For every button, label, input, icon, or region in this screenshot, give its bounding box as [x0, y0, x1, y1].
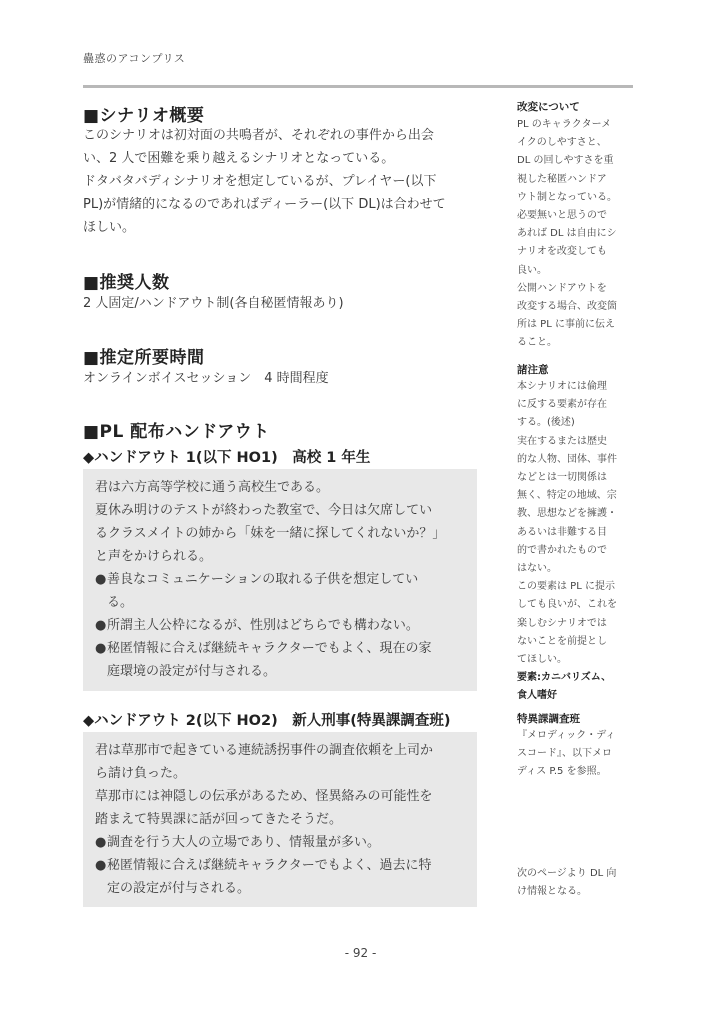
bullet-dot-icon: ●	[95, 572, 107, 587]
ho2-line: 草那市には神隠しの伝承があるため、怪異絡みの可能性を	[95, 789, 433, 804]
overview-line: い、2 人で困難を乗り越えるシナリオとなっている。	[83, 151, 395, 166]
sidebar-line: 的な人物、団体、事件	[517, 453, 617, 465]
overview-heading: ■シナリオ概要	[83, 106, 205, 126]
bullet-text: 所謂主人公枠になるが、性別はどちらでも構わない。	[107, 618, 419, 633]
handouts-heading: ■PL 配布ハンドアウト	[83, 422, 270, 442]
sidebar-line: しても良いが、これを	[517, 599, 617, 611]
sidebar-line: 楽しむシナリオでは	[517, 617, 607, 629]
sidebar-kaihen-body	[517, 116, 637, 353]
sidebar-line: 教、思想などを擁護・	[517, 508, 617, 520]
sidebar-line: てほしい。	[517, 654, 567, 666]
sidebar-line: する。(後述)	[517, 417, 575, 429]
ho1-bullet-cont	[95, 660, 465, 683]
ho1-bullet-cont	[95, 591, 465, 614]
sidebar-notes-body	[517, 378, 637, 706]
overview-line: ドタバタバディシナリオを想定しているが、プレイヤー(以下	[83, 174, 437, 189]
sidebar-line: ウト制となっている。	[517, 191, 617, 203]
bullet-text: 調査を行う大人の立場であり、情報量が多い。	[107, 835, 381, 850]
header-rule	[83, 85, 633, 88]
sidebar-line: 実在するまたは歴史	[517, 435, 607, 447]
ho1-bullet	[95, 568, 465, 591]
sidebar-line: PL のキャラクターメ	[517, 119, 612, 130]
sidebar-line: 視した秘匿ハンドア	[517, 173, 607, 185]
sidebar-footer-note	[517, 865, 637, 901]
ho1-title: ◆ハンドアウト 1(以下 HO1) 高校 1 年生	[83, 450, 371, 466]
bullet-text: 秘匿情報に合えば継続キャラクターでもよく、過去に特	[107, 858, 432, 873]
sidebar-line: 『メロディック・ディ	[517, 730, 616, 741]
sidebar-line: はない。	[517, 563, 557, 575]
sidebar-line: この要素は PL に提示	[517, 581, 615, 593]
bullet-text: 定の設定が付与される。	[107, 881, 251, 896]
sidebar-line: 改変する場合、改変箇	[517, 301, 617, 313]
players-text: 2 人固定/ハンドアウト制(各自秘匿情報あり)	[83, 296, 344, 311]
sidebar-line: に反する要素が存在	[517, 399, 607, 411]
overview-line: ほしい。	[83, 220, 136, 235]
sidebar-line: などとは一切関係は	[517, 472, 607, 484]
ho1-line: 夏休み明けのテストが終わった教室で、今日は欠席してい	[95, 503, 433, 518]
players-heading: ■推奨人数	[83, 273, 170, 293]
overview-line: このシナリオは初対面の共鳴者が、それぞれの事件から出会	[83, 128, 434, 143]
sidebar-tokui-heading: 特異課調査班	[517, 713, 580, 725]
sidebar-line: ナリオを改変しても	[517, 246, 607, 258]
sidebar-elements-line: 要素:カニバリズム、	[517, 672, 612, 684]
ho1-box	[83, 469, 477, 691]
sidebar-line: 無く、特定の地域、宗	[517, 490, 617, 502]
page-number: - 92 -	[344, 946, 377, 960]
bullet-text: 庭環境の設定が付与される。	[107, 664, 277, 679]
sidebar-line: け情報となる。	[517, 886, 587, 898]
sidebar-line: 公開ハンドアウトを	[517, 282, 607, 294]
ho1-line: と声をかけられる。	[95, 549, 213, 564]
sidebar-line: 必要無いと思うので	[517, 210, 607, 222]
ho1-line: 君は六方高等学校に通う高校生である。	[95, 480, 330, 495]
sidebar-line: ること。	[517, 337, 557, 349]
sidebar-line: 的で書かれたもので	[517, 544, 607, 556]
overview-body	[83, 124, 483, 239]
sidebar-notes-heading: 諸注意	[517, 364, 549, 376]
ho2-bullet	[95, 831, 465, 854]
ho2-bullet	[95, 854, 465, 877]
ho2-bullet-cont	[95, 877, 465, 900]
ho2-box	[83, 732, 477, 907]
sidebar-kaihen-heading: 改変について	[517, 101, 580, 113]
ho1-bullet	[95, 614, 465, 637]
running-head: 蠱惑のアコンプリス	[83, 52, 186, 65]
ho2-title: ◆ハンドアウト 2(以下 HO2) 新人刑事(特異課調査班)	[83, 713, 451, 729]
sidebar-line: イクのしやすさと、	[517, 137, 607, 149]
bullet-text: 善良なコミュニケーションの取れる子供を想定してい	[107, 572, 419, 587]
sidebar-line: あるいは非難する目	[517, 526, 607, 538]
ho2-line: ら請け負った。	[95, 766, 187, 781]
time-text: オンラインボイスセッション 4 時間程度	[83, 371, 329, 386]
bullet-text: る。	[107, 595, 134, 610]
ho1-line: るクラスメイトの姉から「妹を一緒に探してくれないか？」	[95, 526, 446, 541]
ho2-line: 踏まえて特異課に話が回ってきたそうだ。	[95, 812, 343, 827]
sidebar-line: DL の回しやすさを重	[517, 155, 614, 167]
bullet-dot-icon: ●	[95, 835, 107, 850]
ho1-bullet	[95, 637, 465, 660]
ho2-line: 君は草那市で起きている連続誘拐事件の調査依頼を上司か	[95, 743, 434, 758]
bullet-dot-icon: ●	[95, 641, 107, 656]
sidebar-line: ないことを前提とし	[517, 635, 607, 647]
sidebar-line: 所は PL に事前に伝え	[517, 319, 615, 331]
bullet-text: 秘匿情報に合えば継続キャラクターでもよく、現在の家	[107, 641, 432, 656]
sidebar-elements-line: 食人嗜好	[517, 690, 557, 702]
sidebar-line: スコード』、以下メロ	[517, 748, 612, 760]
bullet-dot-icon: ●	[95, 618, 107, 633]
sidebar-line: 本シナリオには倫理	[517, 381, 607, 392]
bullet-dot-icon: ●	[95, 858, 107, 873]
sidebar-tokui-body	[517, 727, 637, 782]
sidebar-line: あれば DL は自由にシ	[517, 228, 617, 240]
overview-line: PL)が情緒的になるのであればディーラー(以下 DL)は合わせて	[83, 197, 446, 212]
sidebar-line: 次のページより DL 向	[517, 868, 617, 879]
sidebar-line: ディス P.5 を参照。	[517, 766, 607, 778]
sidebar-line: 良い。	[517, 264, 547, 276]
time-heading: ■推定所要時間	[83, 348, 205, 368]
